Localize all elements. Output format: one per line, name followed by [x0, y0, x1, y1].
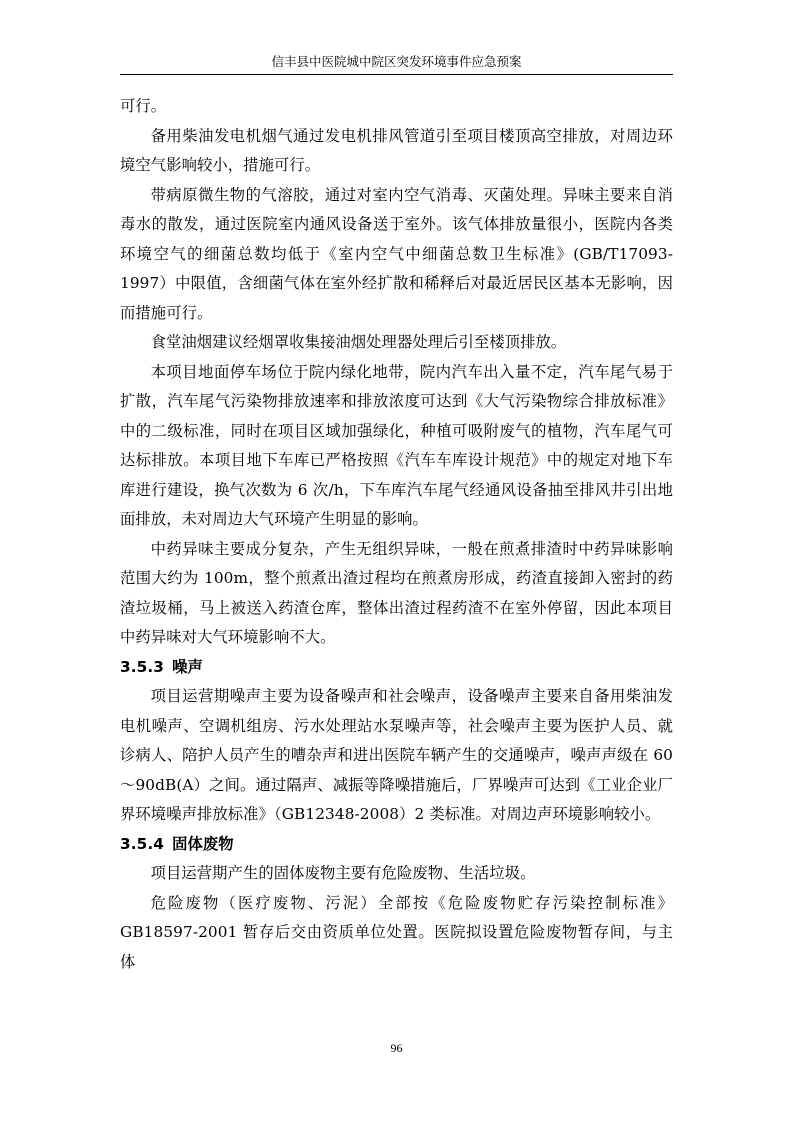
section-number: 3.5.4 — [120, 834, 165, 853]
section-title: 噪声 — [172, 657, 203, 676]
section-heading-solid-waste — [120, 830, 673, 860]
body-content — [120, 92, 673, 977]
paragraph-aerosol: 带病原微生物的气溶胶，通过对室内空气消毒、灭菌处理。异味主要来自消毒水的散发，通过医院室内通风设备送于室外。该气体排放量很小，医院内各类环境空气的细菌总数均低于《室内空气中细菌总数卫生标准》(GB/T17093-1997）中限值，含细菌气体在室外经扩散和稀释后对最近居民区基本无影响，因而措施可行。 — [120, 185, 673, 322]
paragraph-hazardous-waste: 危险废物（医疗废物、污泥）全部按《危险废物贮存污染控制标准》GB18597-2001 暂存后交由资质单位处置。医院拟设置危险废物暂存间，与主体 — [120, 893, 673, 971]
header-title: 信丰县中医院城中院区突发环境事件应急预案 — [271, 54, 522, 69]
paragraph-parking-exhaust: 本项目地面停车场位于院内绿化地带，院内汽车出入量不定，汽车尾气易于扩散，汽车尾气污染物排放速率和排放浓度可达到《大气污染物综合排放标准》中的二级标准，同时在项目区域加强绿化，种植可吸附废气的植物，汽车尾气可达标排放。本项目地下车库已严格按照《汽车车库设计规范》中的规定对地下车库进行建设，换气次数为 6 次/h，下车库汽车尾气经通风设备抽至排风井引出地面排放，未对周边大气环境产生明显的影响。 — [120, 362, 673, 528]
paragraph-noise: 项目运营期噪声主要为设备噪声和社会噪声，设备噪声主要来自备用柴油发电机噪声、空调机组房、污水处理站水泵噪声等，社会噪声主要为医护人员、就诊病人、陪护人员产生的嘈杂声和进出医院车辆产生的交通噪声，噪声声级在 60～90dB(A）之间。通过隔声、减振等降噪措施后，厂界噪声可达到《工业企业厂界环境噪声排放标准》（GB12348-2008）2 类标准。对周边声环境影响较小。 — [120, 687, 673, 823]
page-footer — [0, 1041, 793, 1056]
paragraph-continued: 可行。 — [120, 97, 167, 115]
page-number: 96 — [390, 1041, 403, 1055]
paragraph-kitchen-fumes: 食堂油烟建议经烟罩收集接油烟处理器处理后引至楼顶排放。 — [150, 333, 567, 351]
section-title: 固体废物 — [172, 834, 234, 853]
section-heading-noise — [120, 653, 673, 683]
section-number: 3.5.3 — [120, 657, 165, 676]
page-header — [120, 54, 673, 75]
paragraph-herbal-odor: 中药异味主要成分复杂，产生无组织异味，一般在煎煮排渣时中药异味影响范围大约为 100m，整个煎煮出渣过程均在煎煮房形成，药渣直接卸入密封的药渣垃圾桶，马上被送入药渣仓库，整体出渣过程药渣不在室外停留，因此本项目中药异味对大气环境影响不大。 — [120, 539, 673, 646]
paragraph-diesel-generator: 备用柴油发电机烟气通过发电机排风管道引至项目楼顶高空排放，对周边环境空气影响较小，措施可行。 — [120, 126, 673, 174]
paragraph-solid-waste: 项目运营期产生的固体废物主要有危险废物、生活垃圾。 — [150, 864, 536, 882]
